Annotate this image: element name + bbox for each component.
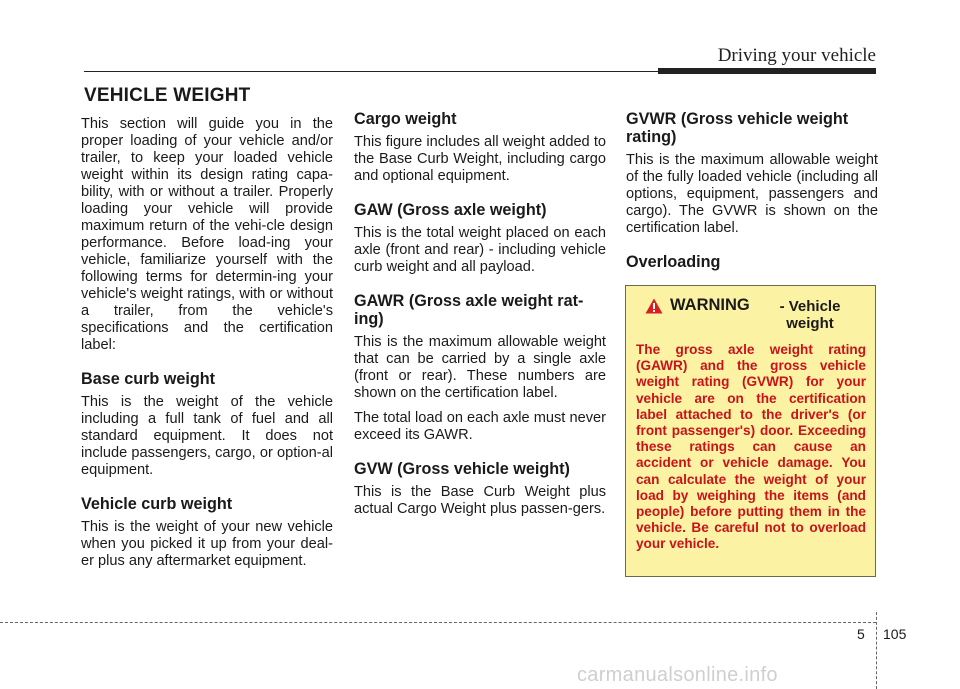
running-header-title: Driving your vehicle	[717, 45, 876, 66]
vehicle-curb-heading: Vehicle curb weight	[81, 495, 233, 513]
footer-rule	[0, 622, 876, 623]
base-curb-heading: Base curb weight	[81, 370, 216, 388]
gvwr-text: This is the maximum allowable weight of the fully loaded vehicle (including all options, equipment, passengers and cargo). The GVWR is shown on the certification label.	[626, 152, 878, 236]
gawr-text-2: The total load on each axle must never exceed its GAWR.	[354, 410, 606, 443]
gvw-text: This is the Base Curb Weight plus actual Cargo Weight plus passen-gers.	[354, 484, 606, 517]
header-rule-thick	[658, 68, 876, 74]
footer-divider	[876, 612, 877, 689]
overloading-heading: Overloading	[626, 253, 721, 271]
page-chapter: 5	[857, 626, 865, 642]
gaw-heading: GAW (Gross axle weight)	[354, 201, 547, 219]
column-3	[626, 110, 878, 277]
vehicle-curb-text: This is the weight of your new vehicle when you picked it up from your deal-er plus any aftermarket equipment.	[81, 519, 333, 569]
warning-box	[625, 285, 876, 577]
column-1	[81, 116, 333, 578]
warning-header	[636, 296, 866, 342]
gvwr-heading: GVWR (Gross vehicle weight rating)	[626, 110, 849, 146]
section-title: VEHICLE WEIGHT	[84, 85, 251, 106]
warning-body: The gross axle weight rating (GAWR) and the gross vehicle weight rating (GVWR) for your vehicle are on the certification label attached to the driver's (or front passenger's) door. Exceeding these ratings can cause an accident or vehicle damage. You can calculate the weight of your load by weighing the items (and people) before putting them in the vehicle. Be careful not to overload your vehicle.	[636, 342, 866, 552]
gaw-text: This is the total weight placed on each axle (front and rear) - including vehicle curb weight and all payload.	[354, 225, 606, 275]
column-2	[354, 110, 606, 526]
warning-label: WARNING	[670, 296, 750, 314]
base-curb-text: This is the weight of the vehicle including a full tank of fuel and all standard equipment. It does not include passengers, cargo, or option-al equipment.	[81, 394, 333, 478]
page-number: 105	[883, 626, 907, 642]
cargo-text: This figure includes all weight added to the Base Curb Weight, including cargo and optional equipment.	[354, 134, 606, 184]
gawr-heading: GAWR (Gross axle weight rat-ing)	[354, 292, 584, 328]
gawr-text-1: This is the maximum allowable weight that can be carried by a single axle (front or rear). These numbers are shown on the certification label.	[354, 334, 606, 401]
cargo-heading: Cargo weight	[354, 110, 457, 128]
warning-subtitle: - Vehicle weight	[779, 298, 841, 332]
gvw-heading: GVW (Gross vehicle weight)	[354, 460, 570, 478]
intro-paragraph: This section will guide you in the proper loading of your vehicle and/or trailer, to keep your loaded vehicle weight within its design rating capa-bility, with or without a trailer. Properly loading your vehicle will provide maximum return of the vehi-cle design performance. Before load-ing your vehicle, familiarize yourself with the following terms for determin-ing your vehicle's weight ratings, with or without a trailer, from the vehicle's specifications and the certification label:	[81, 116, 333, 353]
watermark: carmanualsonline.info	[577, 664, 778, 686]
header-rule-thin	[84, 71, 658, 72]
warning-triangle-icon	[645, 298, 663, 314]
